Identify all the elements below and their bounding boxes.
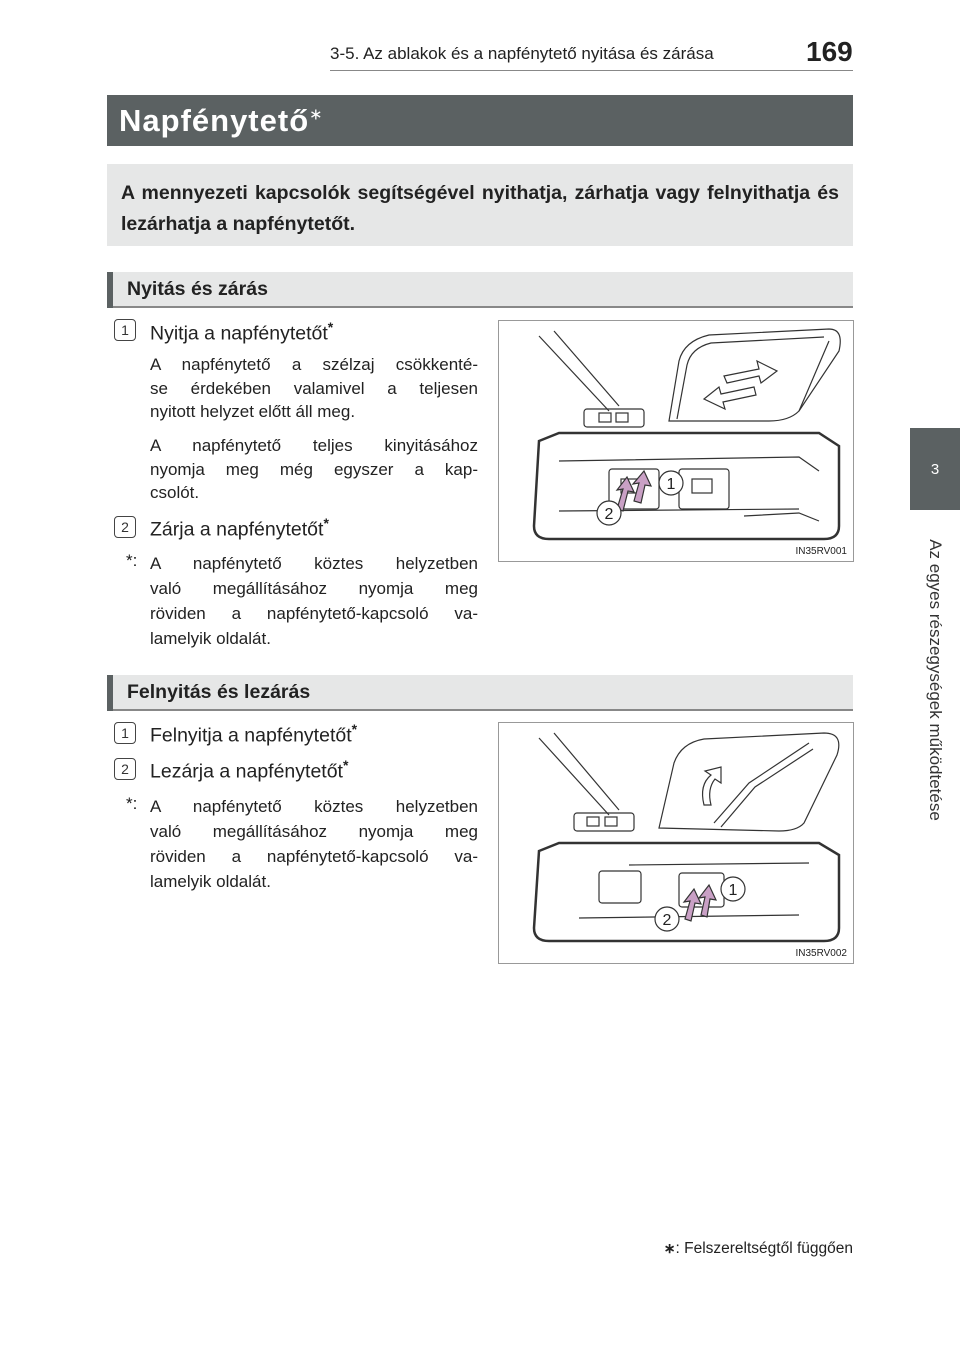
item-number-badge: 1	[114, 722, 136, 744]
item-number-badge: 1	[114, 319, 136, 341]
sunroof-tilt-illustration	[499, 723, 853, 963]
callout-1: 1	[666, 476, 676, 493]
footnote: ∗: Felszereltségtől függően	[663, 1240, 853, 1257]
item-number-badge: 2	[114, 758, 136, 780]
figure-code: IN35RV001	[795, 546, 847, 557]
item-label: Lezárja a napfénytetőt*	[150, 757, 349, 783]
figure-sunroof-open-close	[498, 320, 854, 562]
note-text: A napfénytető köztes helyzetben való megállításához nyomja meg röviden a napfénytető-kapcsoló va- lamelyik oldalát.	[150, 797, 478, 891]
footnote-asterisk: ∗	[663, 1240, 676, 1256]
title-star: ∗	[309, 106, 324, 124]
subsection-heading-text: Nyitás és zárás	[127, 278, 268, 300]
chapter-number: 3	[930, 460, 940, 478]
asterisk: *	[351, 721, 358, 737]
item-label: Felnyitja a napfénytetőt*	[150, 721, 358, 747]
item-number-badge: 2	[114, 516, 136, 538]
figure-sunroof-tilt	[498, 722, 854, 964]
chapter-tab	[910, 428, 960, 510]
note-text: A napfénytető köztes helyzetben való megállításához nyomja meg röviden a napfénytető-kapcsoló va- lamelyik oldalát.	[150, 554, 478, 648]
callout-2: 2	[662, 912, 672, 929]
section-title-bar	[107, 95, 853, 146]
subsection-heading-text: Felnyitás és lezárás	[127, 681, 311, 703]
item1-paragraph-1: A napfénytető a szélzaj csökkenté- se érdekében valamivel a teljesen nyitott helyzet előtt áll meg.	[150, 355, 478, 421]
asterisk: *	[342, 757, 349, 773]
callout-2: 2	[604, 506, 614, 523]
chapter-title: Az egyes részegységek működtetése	[926, 539, 945, 821]
item-label: Zárja a napfénytetőt*	[150, 515, 329, 541]
header-title: 3-5. Az ablakok és a napfénytető nyitása és zárása	[330, 44, 714, 63]
subsection-heading-tilt	[107, 675, 853, 711]
intro-text: A mennyezeti kapcsolók segítségével nyithatja, zárhatja vagy felnyithatja és lezárhatja a napfénytetőt.	[121, 182, 839, 235]
item1-paragraph-2: A napfénytető teljes kinyitásához nyomja meg még egyszer a kap- csolót.	[150, 436, 478, 502]
section-title: Napfénytető	[119, 103, 310, 138]
asterisk: *	[327, 319, 334, 335]
header-rule	[330, 70, 853, 71]
note-marker: *:	[126, 551, 138, 570]
subsection-heading-open-close	[107, 272, 853, 308]
figure-code: IN35RV002	[795, 948, 847, 959]
asterisk: *	[323, 515, 329, 531]
page-number: 169	[806, 36, 853, 67]
note-marker: *:	[126, 794, 138, 813]
intro-box	[107, 164, 853, 246]
item-label: Nyitja a napfénytetőt*	[150, 319, 334, 345]
callout-1: 1	[728, 882, 738, 899]
sunroof-open-close-illustration	[499, 321, 853, 561]
